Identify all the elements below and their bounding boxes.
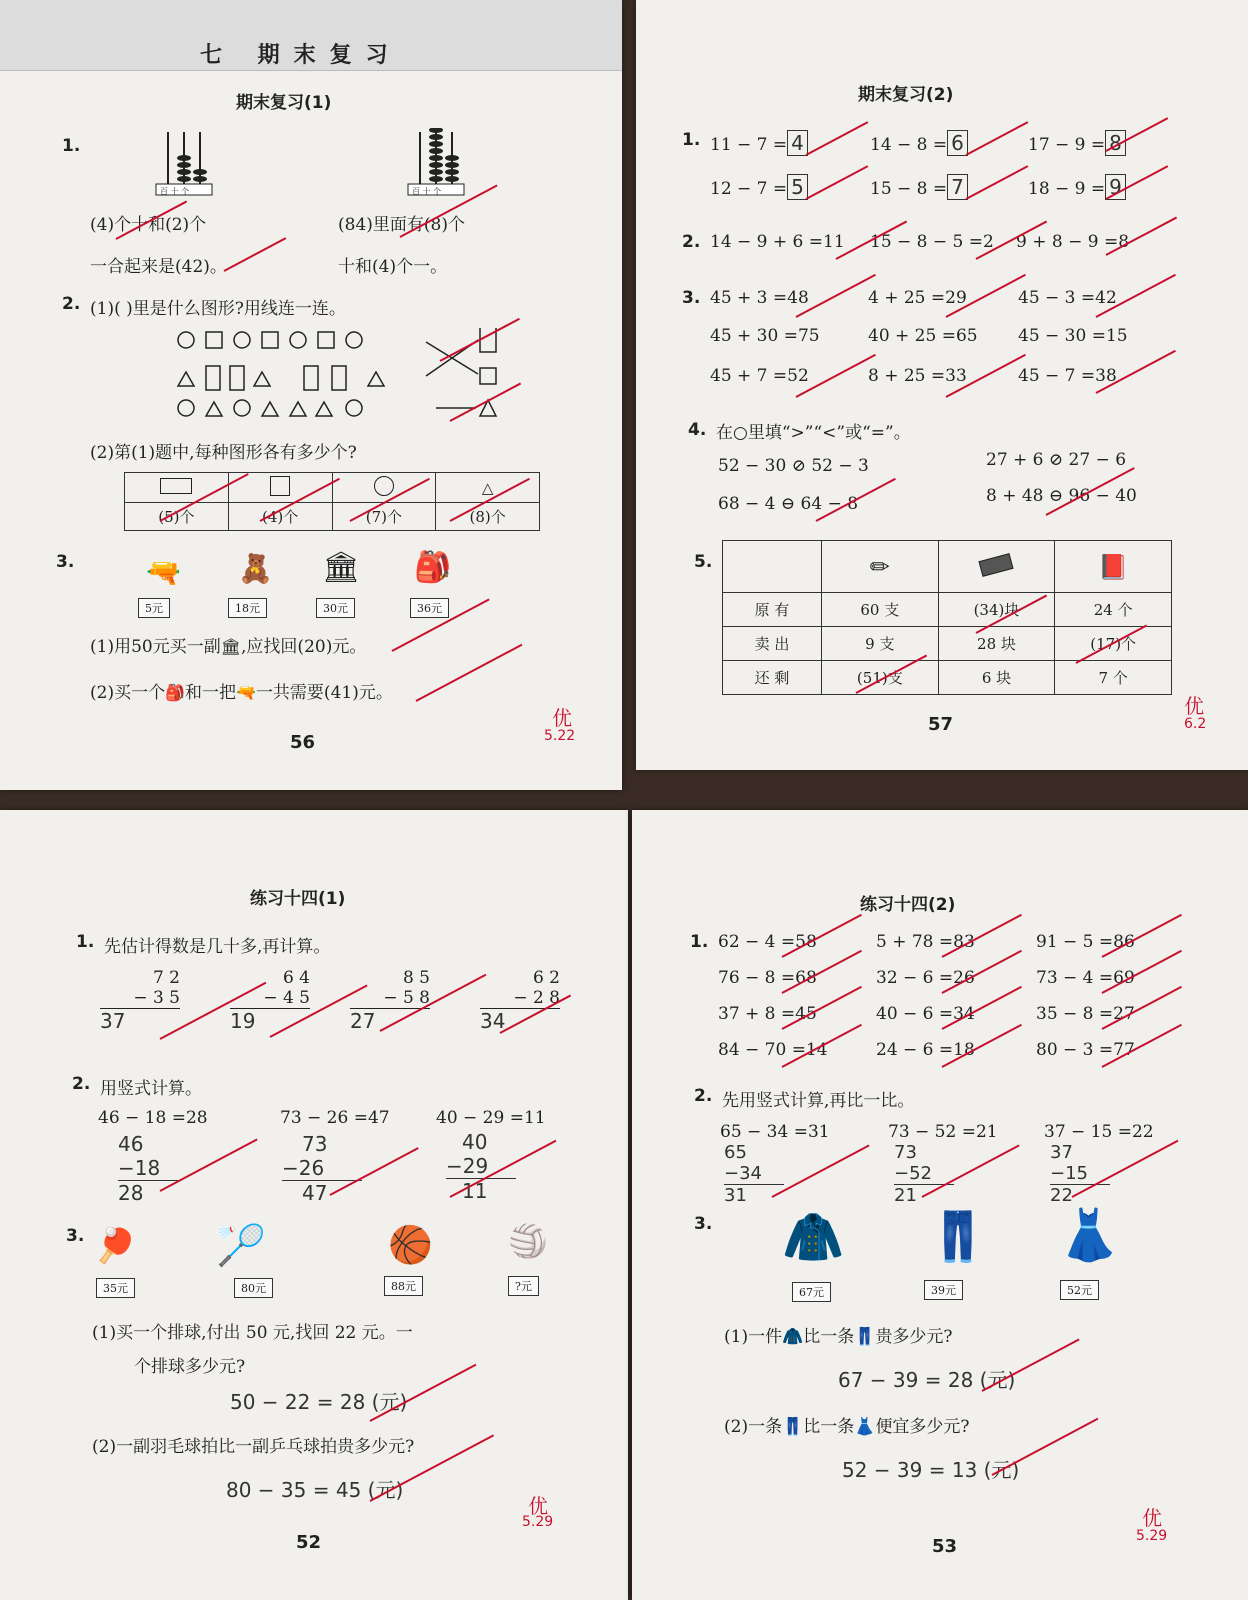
price-tag: 52元 xyxy=(1060,1280,1099,1300)
q3-eq: 4 + 25 =29 xyxy=(868,288,967,308)
q5-number: 5. xyxy=(694,552,713,572)
abacus-label: 百 十 个 xyxy=(160,187,190,196)
q1-number: 1. xyxy=(76,932,95,952)
eraser-icon xyxy=(979,553,1014,577)
q2-eq: 40 − 29 =11 xyxy=(436,1108,546,1128)
vertical-calc xyxy=(1050,1142,1110,1206)
table-cell: (51)支 xyxy=(822,661,939,695)
q1-left-line1: (4)个十和(2)个 xyxy=(90,215,207,235)
count-cell: (5)个 xyxy=(125,503,229,531)
q3-part1-text: (1)用50元买一副 xyxy=(90,637,221,657)
price-tag: 39元 xyxy=(924,1280,963,1300)
subtrahend: − 5 8 xyxy=(350,988,430,1009)
grade-date: 5.22 xyxy=(544,728,576,744)
q3-part1-line1: (1)买一个排球,付出 50 元,找回 22 元。一 xyxy=(92,1323,413,1343)
count-cell: (7)个 xyxy=(332,503,436,531)
minuend: 6 4 xyxy=(282,968,310,988)
page-52 xyxy=(0,810,628,1600)
section-title: 期末复习(1) xyxy=(236,93,332,113)
check-mark xyxy=(966,121,1029,156)
row-label: 卖 出 xyxy=(723,627,822,661)
q3-part1-line2: 个排球多少元? xyxy=(134,1357,246,1377)
q1-eq: 91 − 5 =86 xyxy=(1036,932,1135,952)
q3-eq: 45 − 7 =38 xyxy=(1018,366,1117,386)
subtrahend: −18 xyxy=(118,1156,178,1181)
result: 31 xyxy=(724,1185,747,1206)
toy-gun-icon: 🔫 xyxy=(146,556,181,589)
q2-eq: 9 + 8 − 9 =8 xyxy=(1016,232,1130,252)
circle-icon xyxy=(374,476,394,496)
q1-eq: 24 − 6 =18 xyxy=(876,1040,975,1060)
circle-cell xyxy=(332,473,436,503)
table-cell: (34)块 xyxy=(938,593,1055,627)
q1-eq-text: 15 − 8 = xyxy=(870,179,948,199)
q2-eq: 73 − 26 =47 xyxy=(280,1108,390,1128)
badminton-racket-icon: 🏸 xyxy=(216,1223,266,1269)
q2-part2: (2)第(1)题中,每种图形各有多少个? xyxy=(90,443,357,463)
q1-eq-text: 11 − 7 = xyxy=(710,135,788,155)
grade-date: 6.2 xyxy=(1184,716,1207,732)
rectangle-icon xyxy=(160,478,192,494)
q3-part1-text: 比一条 xyxy=(803,1327,855,1347)
q2-number: 2. xyxy=(694,1086,713,1106)
q1-eq: 32 − 6 =26 xyxy=(876,968,975,988)
dress-icon: 👗 xyxy=(854,1417,876,1437)
eraser-header xyxy=(938,541,1055,593)
page-56 xyxy=(0,0,622,790)
triangle-cell xyxy=(436,473,540,503)
result: 21 xyxy=(894,1185,917,1206)
q4-number: 4. xyxy=(688,420,707,440)
table-cell: 7 个 xyxy=(1055,661,1172,695)
result: 28 xyxy=(118,1181,144,1205)
check-mark xyxy=(806,165,869,200)
price-tag: 18元 xyxy=(228,598,267,618)
q2-eq: 46 − 18 =28 xyxy=(98,1108,208,1128)
result: 19 xyxy=(230,1009,256,1033)
abacus-label: 百 十 个 xyxy=(412,187,442,196)
q1-eq-text: 18 − 9 = xyxy=(1028,179,1106,199)
price-tag: 80元 xyxy=(234,1278,273,1298)
result: 37 xyxy=(100,1009,126,1033)
result: 34 xyxy=(480,1009,506,1033)
q1-eq-text: 12 − 7 = xyxy=(710,179,788,199)
building-blocks-icon: 🏛 xyxy=(322,550,361,585)
overalls-icon: 👖 xyxy=(854,1327,876,1347)
q3-part2-text: 比一条 xyxy=(803,1417,855,1437)
grade-mark: 优 xyxy=(1142,1506,1162,1530)
q3-part2-text: 和一把 xyxy=(185,683,237,703)
vertical-calc xyxy=(118,1132,178,1205)
q3-part1-answer: ,应找回(20)元。 xyxy=(241,637,367,657)
row-label: 原 有 xyxy=(723,593,822,627)
page-number: 57 xyxy=(928,714,954,735)
q3-part2 xyxy=(724,1412,970,1437)
ping-pong-paddle-icon: 🏓 xyxy=(94,1226,137,1266)
q3-part1-answer: 67 − 39 = 28 (元) xyxy=(838,1368,1016,1392)
price-tag: 30元 xyxy=(316,598,355,618)
result: 27 xyxy=(350,1009,376,1033)
q1-right-line2: 十和(4)个一。 xyxy=(338,257,448,277)
book-header xyxy=(1055,541,1172,593)
q3-number: 3. xyxy=(56,552,75,572)
q1-eq: 37 + 8 =45 xyxy=(718,1004,817,1024)
q1-number: 1. xyxy=(682,130,701,150)
q3-part2 xyxy=(90,678,393,703)
q2-eq: 14 − 9 + 6 =11 xyxy=(710,232,845,252)
teddy-bear-icon: 🧸 xyxy=(238,552,273,585)
result: 47 xyxy=(302,1181,328,1205)
q4-compare: 52 − 30 ⊘ 52 − 3 xyxy=(718,456,869,476)
q1-eq xyxy=(1028,130,1126,156)
q1-eq: 35 − 8 =27 xyxy=(1036,1004,1135,1024)
chapter-title: 七 期末复习 xyxy=(200,42,402,68)
subtrahend: −34 xyxy=(724,1163,784,1185)
minuend: 37 xyxy=(1050,1142,1073,1163)
q3-number: 3. xyxy=(66,1226,85,1246)
q4-compare: 27 + 6 ⊘ 27 − 6 xyxy=(986,450,1127,470)
grade-date: 5.29 xyxy=(1136,1528,1168,1544)
q3-part1-text: 贵多少元? xyxy=(875,1327,953,1347)
answer-box: 7 xyxy=(947,174,968,200)
q1-left-line2: 一合起来是(42)。 xyxy=(90,257,227,277)
q1-eq: 62 − 4 =58 xyxy=(718,932,817,952)
table-cell: 60 支 xyxy=(822,593,939,627)
q4-prompt: 在○里填“>”“<”或“=”。 xyxy=(716,423,911,443)
q3-number: 3. xyxy=(682,288,701,308)
q1-prompt: 先估计得数是几十多,再计算。 xyxy=(104,937,331,957)
volleyball-icon: 🏐 xyxy=(508,1222,548,1260)
subtrahend: −26 xyxy=(282,1156,362,1181)
q3-eq: 40 + 25 =65 xyxy=(868,326,978,346)
q1-eq-text: 14 − 8 = xyxy=(870,135,948,155)
q1-eq: 5 + 78 =83 xyxy=(876,932,975,952)
check-mark xyxy=(992,1418,1099,1476)
subtrahend: −29 xyxy=(446,1154,516,1179)
q3-part1-answer: 50 − 22 = 28 (元) xyxy=(230,1390,408,1414)
q1-eq xyxy=(870,174,968,200)
page-number: 52 xyxy=(296,1532,322,1553)
check-mark xyxy=(224,237,287,272)
book-icon: 📕 xyxy=(1098,552,1129,581)
q4-compare: 68 − 4 ⊖ 64 − 8 xyxy=(718,494,859,514)
minuend: 73 xyxy=(894,1142,917,1163)
subtrahend: − 4 5 xyxy=(230,988,310,1009)
q3-part2-answer: 80 − 35 = 45 (元) xyxy=(226,1478,404,1502)
price-tag: 5元 xyxy=(138,598,170,618)
stock-table xyxy=(722,540,1172,695)
q2-eq: 15 − 8 − 5 =2 xyxy=(870,232,994,252)
basketball-icon: 🏀 xyxy=(388,1225,433,1266)
vertical-calc xyxy=(100,968,180,1033)
minuend: 6 2 xyxy=(532,968,560,988)
q2-eq: 65 − 34 =31 xyxy=(720,1122,830,1142)
q2-eq: 73 − 52 =21 xyxy=(888,1122,998,1142)
section-title: 期末复习(2) xyxy=(858,85,954,105)
q2-prompt: 用竖式计算。 xyxy=(100,1079,202,1099)
price-tag: ?元 xyxy=(508,1276,539,1296)
q2-number: 2. xyxy=(72,1074,91,1094)
q3-eq: 45 + 3 =48 xyxy=(710,288,809,308)
vertical-calc xyxy=(282,1132,362,1205)
q3-eq: 8 + 25 =33 xyxy=(868,366,967,386)
answer-box: 5 xyxy=(787,174,808,200)
q3-eq: 45 − 3 =42 xyxy=(1018,288,1117,308)
q1-eq: 76 − 8 =68 xyxy=(718,968,817,988)
jacket-icon: 🧥 xyxy=(782,1208,845,1266)
section-title: 练习十四(1) xyxy=(250,889,346,909)
q3-number: 3. xyxy=(694,1214,713,1234)
count-cell: (4)个 xyxy=(228,503,332,531)
q3-part2: (2)一副羽毛球拍比一副乒乓球拍贵多少元? xyxy=(92,1437,415,1457)
page-53 xyxy=(632,810,1248,1600)
pencil-header xyxy=(822,541,939,593)
subtrahend: − 2 8 xyxy=(480,988,560,1009)
rect-cell xyxy=(125,473,229,503)
q1-eq: 73 − 4 =69 xyxy=(1036,968,1135,988)
q1-number: 1. xyxy=(62,136,81,156)
table-cell: (17)个 xyxy=(1055,627,1172,661)
jacket-icon: 🧥 xyxy=(782,1327,804,1347)
q1-eq-text: 17 − 9 = xyxy=(1028,135,1106,155)
q3-eq: 45 − 30 =15 xyxy=(1018,326,1128,346)
q3-part2-answer: 一共需要(41)元。 xyxy=(255,683,393,703)
q3-eq: 45 + 30 =75 xyxy=(710,326,820,346)
overalls-icon: 👖 xyxy=(782,1417,804,1437)
minuend: 8 5 xyxy=(402,968,430,988)
row-label: 还 剩 xyxy=(723,661,822,695)
page-57 xyxy=(636,0,1248,770)
minuend: 7 2 xyxy=(152,968,180,988)
pencil-icon: ✏ xyxy=(869,552,890,581)
check-mark xyxy=(416,644,523,702)
q3-part1-text: (1)一件 xyxy=(724,1327,783,1347)
q1-eq: 84 − 70 =14 xyxy=(718,1040,828,1060)
table-cell: 6 块 xyxy=(938,661,1055,695)
q2-number: 2. xyxy=(682,232,701,252)
q1-eq xyxy=(870,130,968,156)
grade-date: 5.29 xyxy=(522,1514,554,1530)
answer-box: 9 xyxy=(1105,174,1126,200)
price-tag: 35元 xyxy=(96,1278,135,1298)
minuend: 40 xyxy=(462,1130,488,1154)
subtrahend: − 3 5 xyxy=(100,988,180,1009)
dress-icon: 👗 xyxy=(1058,1206,1121,1264)
backpack-icon: 🎒 xyxy=(414,550,452,585)
q3-eq: 45 + 7 =52 xyxy=(710,366,809,386)
count-cell: (8)个 xyxy=(436,503,540,531)
price-tag: 36元 xyxy=(410,598,449,618)
q1-eq xyxy=(710,174,808,200)
q1-eq xyxy=(710,130,808,156)
q2-part1: (1)( )里是什么图形?用线连一连。 xyxy=(90,299,346,319)
price-tag: 67元 xyxy=(792,1282,831,1302)
q2-eq: 37 − 15 =22 xyxy=(1044,1122,1154,1142)
minuend: 65 xyxy=(724,1142,747,1163)
q4-compare: 8 + 48 ⊖ 96 − 40 xyxy=(986,486,1137,506)
q3-part1 xyxy=(90,632,366,657)
q1-number: 1. xyxy=(690,932,709,952)
triangle-icon: △ xyxy=(481,478,494,497)
minuend: 73 xyxy=(302,1132,328,1156)
table-cell: 24 个 xyxy=(1055,593,1172,627)
q3-part1 xyxy=(724,1322,953,1347)
page-number: 53 xyxy=(932,1536,958,1557)
header-blank xyxy=(723,541,822,593)
page-number: 56 xyxy=(290,732,316,753)
subtrahend: −52 xyxy=(894,1163,954,1185)
answer-box: 6 xyxy=(947,130,968,156)
q1-eq: 40 − 6 =34 xyxy=(876,1004,975,1024)
table-cell: 28 块 xyxy=(938,627,1055,661)
q2-number: 2. xyxy=(62,294,81,314)
overalls-icon: 👖 xyxy=(928,1209,988,1265)
check-mark xyxy=(966,165,1029,200)
grade-mark: 优 xyxy=(1184,694,1204,718)
answer-box: 4 xyxy=(787,130,808,156)
q3-part2-text: 便宜多少元? xyxy=(875,1417,970,1437)
section-title: 练习十四(2) xyxy=(860,895,956,915)
q3-part2-answer: 52 − 39 = 13 (元) xyxy=(842,1458,1020,1482)
q1-eq: 80 − 3 =77 xyxy=(1036,1040,1135,1060)
result: 11 xyxy=(462,1179,488,1203)
minuend: 46 xyxy=(118,1132,144,1156)
grade-mark: 优 xyxy=(552,706,572,730)
backpack-icon: 🎒 xyxy=(165,683,186,702)
vertical-calc xyxy=(230,968,310,1033)
grade-mark: 优 xyxy=(528,1494,548,1518)
check-mark xyxy=(806,121,869,156)
result: 22 xyxy=(1050,1185,1073,1206)
subtrahend: −15 xyxy=(1050,1163,1110,1185)
q2-prompt: 先用竖式计算,再比一比。 xyxy=(722,1091,915,1111)
q1-right-line1: (84)里面有(8)个 xyxy=(338,215,465,235)
square-icon xyxy=(270,476,290,496)
toy-gun-icon: 🔫 xyxy=(236,683,256,702)
shapes-figure xyxy=(176,328,516,432)
check-mark xyxy=(772,1144,870,1197)
answer-box: 8 xyxy=(1105,130,1126,156)
q3-part2-text: (2)买一个 xyxy=(90,683,166,703)
price-tag: 88元 xyxy=(384,1276,423,1296)
q3-part2-text: (2)一条 xyxy=(724,1417,783,1437)
table-cell: 9 支 xyxy=(822,627,939,661)
building-blocks-icon: 🏛 xyxy=(220,637,242,656)
